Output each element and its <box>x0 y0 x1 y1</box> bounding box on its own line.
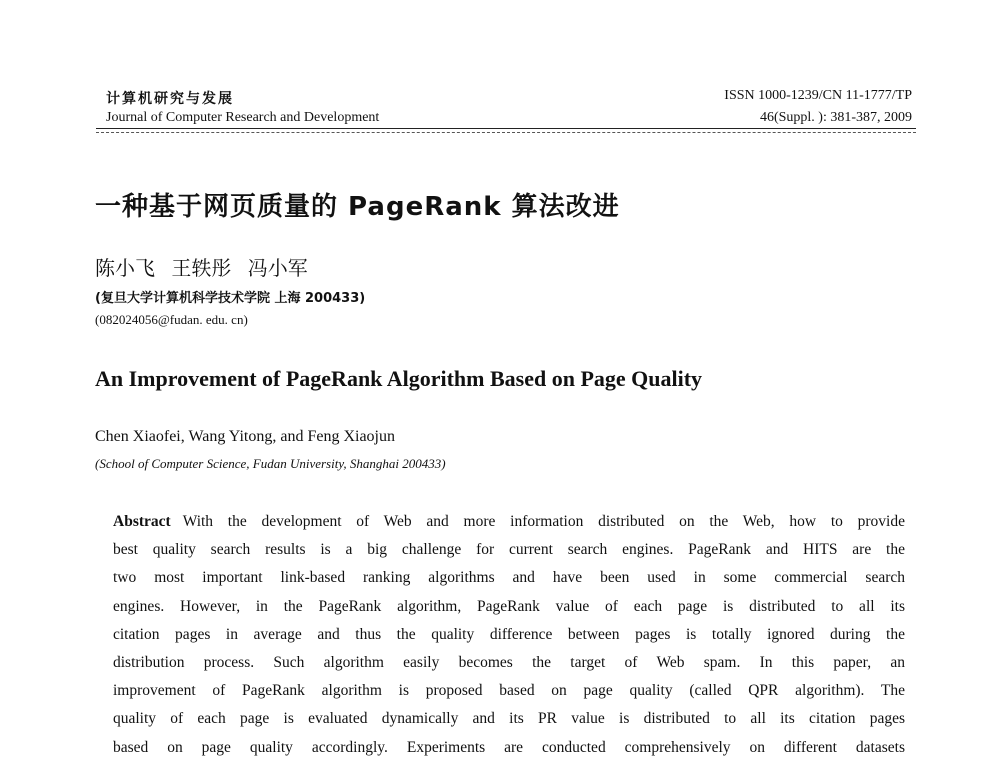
abstract-line-8: quality of each page is evaluated dynamically and its PR value is distributed to all its citation pages <box>113 710 905 728</box>
volume-pages: 46(Suppl. ): 381-387, 2009 <box>759 110 912 125</box>
paper-title-chinese: 一种基于网页质量的 PageRank 算法改进 <box>95 192 620 222</box>
abstract-line-6: distribution process. Such algorithm easily becomes the target of Web spam. In this paper, an <box>113 653 905 671</box>
abstract-line-3: two most important link-based ranking algorithms and have been used in some commercial search <box>113 569 905 587</box>
abstract <box>113 508 905 762</box>
affiliation-english: (School of Computer Science, Fudan University, Shanghai 200433) <box>95 456 446 471</box>
abstract-line-9: based on page quality accordingly. Experiments are conducted comprehensively on different datasets <box>113 738 905 756</box>
abstract-line-5: citation pages in average and thus the quality difference between pages is totally ignored during the <box>113 625 905 643</box>
author-email: (082024056@fudan. edu. cn) <box>95 312 248 327</box>
abstract-line-7: improvement of PageRank algorithm is proposed based on page quality (called QPR algorithm). The <box>113 682 905 700</box>
authors-chinese: 陈小飞 王轶彤 冯小军 <box>95 256 308 280</box>
journal-name-english: Journal of Computer Research and Development <box>106 110 380 125</box>
journal-name-chinese: 计算机研究与发展 <box>106 92 234 107</box>
abstract-line-4: engines. However, in the PageRank algorithm, PageRank value of each page is distributed to all its <box>113 597 905 615</box>
abstract-text: With the development of Web and more information distributed on the Web, how to provide <box>182 513 905 530</box>
authors-english: Chen Xiaofei, Wang Yitong, and Feng Xiaojun <box>95 428 395 445</box>
issn-number: ISSN 1000-1239/CN 11-1777/TP <box>724 88 912 103</box>
paper-title-english: An Improvement of PageRank Algorithm Based on Page Quality <box>95 366 703 391</box>
abstract-line-1 <box>113 508 905 536</box>
abstract-heading: Abstract <box>113 513 171 530</box>
abstract-line-2: best quality search results is a big challenge for current search engines. PageRank and HITS are the <box>113 541 905 559</box>
header-rule-dashed <box>96 132 916 133</box>
header-rule <box>96 128 916 129</box>
affiliation-chinese: (复旦大学计算机科学技术学院 上海 200433) <box>95 291 366 306</box>
